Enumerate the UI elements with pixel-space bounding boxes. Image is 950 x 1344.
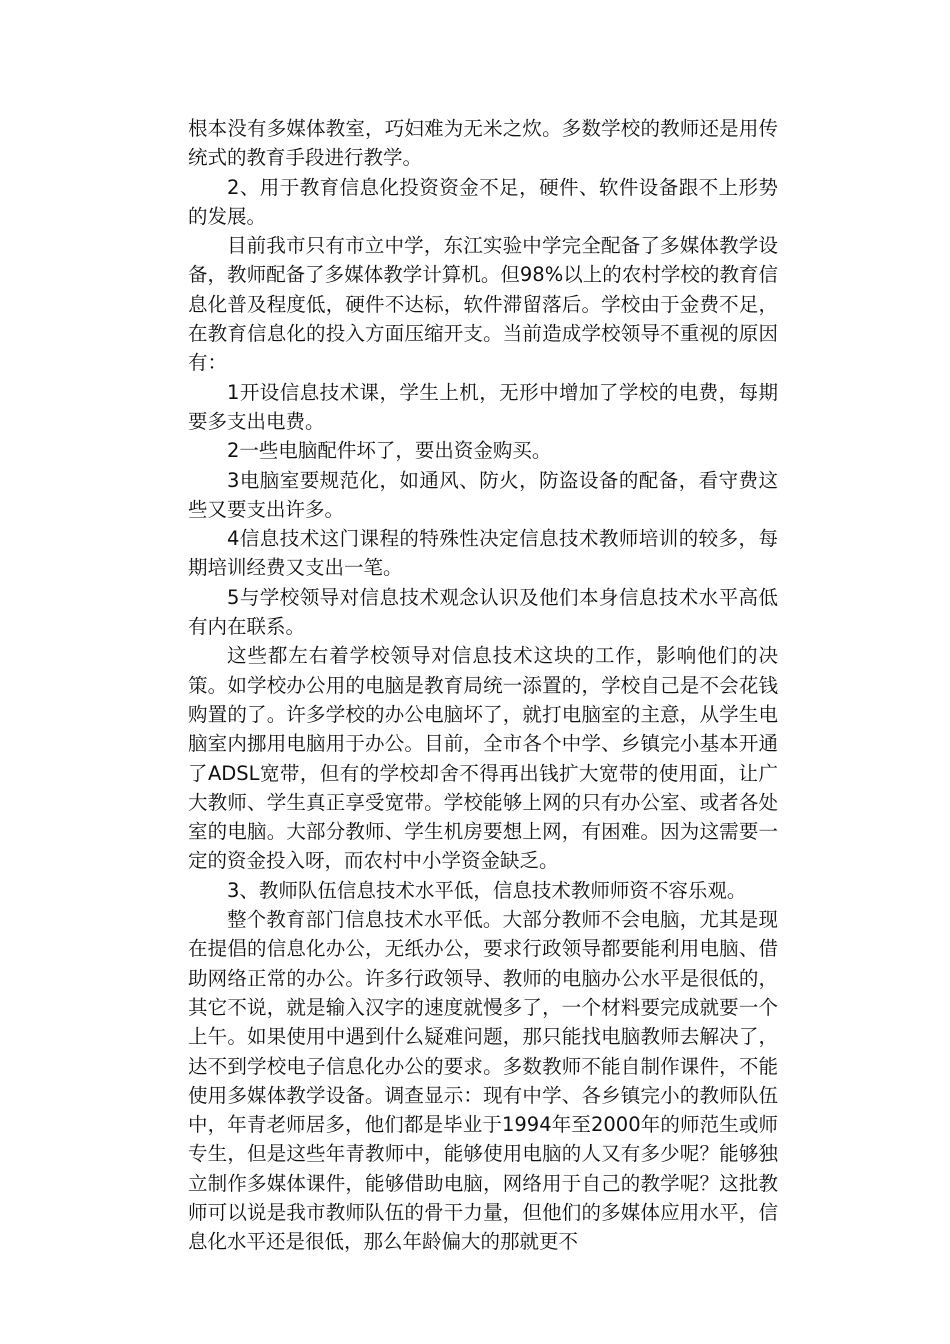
paragraph: 4信息技术这门课程的特殊性决定信息技术教师培训的较多，每期培训经费又支出一笔。 <box>188 527 778 580</box>
paragraph: 2一些电脑配件坏了，要出资金购买。 <box>227 439 552 463</box>
paragraph: 1开设信息技术课，学生上机，无形中增加了学校的电费，每期要多支出电费。 <box>188 380 778 433</box>
paragraph: 5与学校领导对信息技术观念认识及他们本身信息技术水平高低有内在联系。 <box>188 585 778 639</box>
paragraph: 3、教师队伍信息技术水平低，信息技术教师师资不容乐观。 <box>227 878 747 902</box>
paragraph: 这些都左右着学校领导对信息技术这块的工作，影响他们的决策。如学校办公用的电脑是教育局统一添置的，学校自己是不会花钱购置的了。许多学校的办公电脑坏了，就打电脑室的主意，从学生电脑室内挪用电脑用于办公。目前，全市各个中学、乡镇完小基本开通了ADSL宽带，但有的学校却舍不得再出钱扩大宽带的使用面，让广大教师、学生真正享受宽带。学校能够上网的只有办公室、或者各处室的电脑。大部分教师、学生机房要想上网，有困难。因为这需要一定的资金投入呀，而农村中小学资金缺乏。 <box>188 644 778 873</box>
paragraph: 目前我市只有市立中学，东江实验中学完全配备了多媒体教学设备，教师配备了多媒体教学计算机。但98%以上的农村学校的教育信息化普及程度低，硬件不达标，软件滞留落后。学校由于金费不足，在教育信息化的投入方面压缩开支。当前造成学校领导不重视的原因有： <box>188 234 778 375</box>
paragraph: 2、用于教育信息化投资资金不足，硬件、软件设备跟不上形势的发展。 <box>188 175 778 228</box>
body-text <box>188 114 778 1257</box>
paragraph: 3电脑室要规范化，如通风、防火，防盗设备的配备，看守费这些又要支出许多。 <box>188 468 778 521</box>
paragraph: 整个教育部门信息技术水平低。大部分教师不会电脑，尤其是现在提倡的信息化办公，无纸办公，要求行政领导都要能利用电脑、借助网络正常的办公。许多行政领导、教师的电脑办公水平是很低的，其它不说，就是输入汉字的速度就慢多了，一个材料要完成就要一个上午。如果使用中遇到什么疑难问题，那只能找电脑教师去解决了，达不到学校电子信息化办公的要求。多数教师不能自制作课件，不能使用多媒体教学设备。调查显示：现有中学、各乡镇完小的教师队伍中，年青老师居多，他们都是毕业于1994年至2000年的师范生或师专生，但是这些年青教师中，能够使用电脑的人又有多少呢？能够独立制作多媒体课件，能够借助电脑，网络用于自己的教学呢？这批教师可以说是我市教师队伍的骨干力量，但他们的多媒体应用水平，信息化水平还是很低，那么年龄偏大的那就更不 <box>188 908 778 1254</box>
paragraph: 根本没有多媒体教室，巧妇难为无米之炊。多数学校的教师还是用传统式的教育手段进行教学。 <box>188 117 778 170</box>
